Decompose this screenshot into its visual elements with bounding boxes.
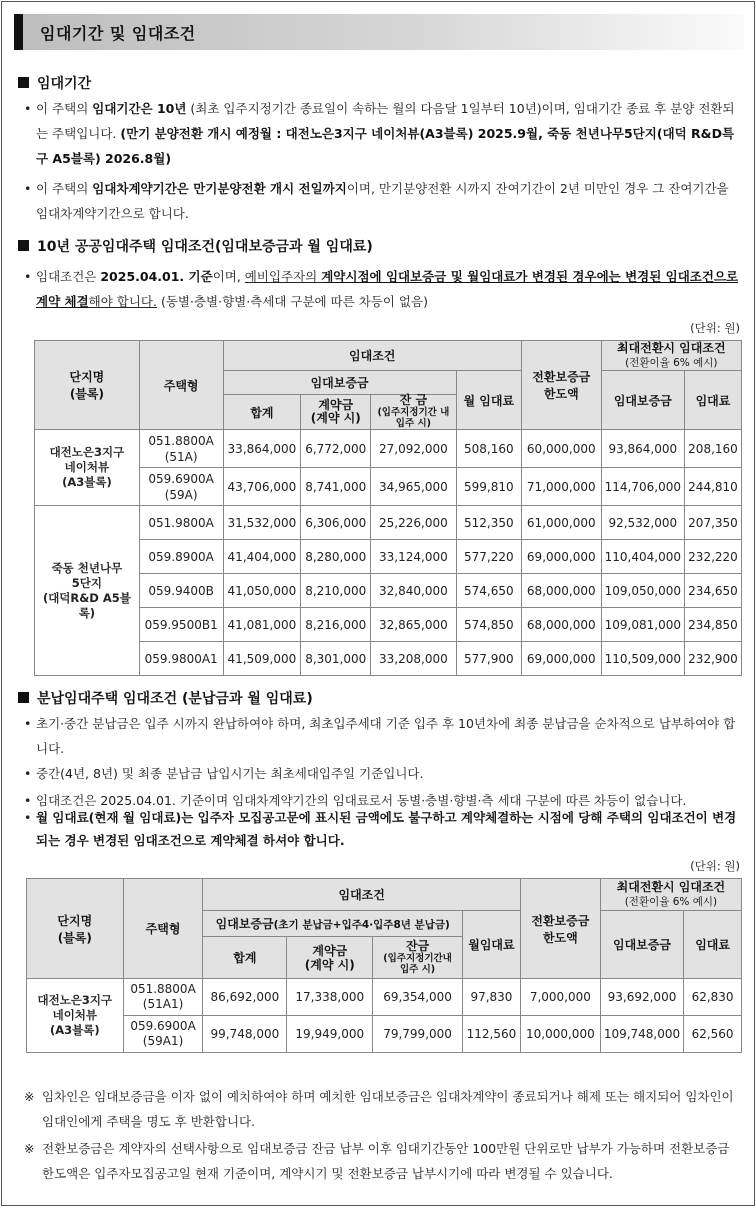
text: 단지명 [69,370,105,384]
installment-bullet-1 [24,711,740,761]
installment-rental-table [26,878,742,1053]
cell-balance: 27,092,000 [371,430,456,468]
text: (대덕R&D A5블록) [42,590,131,620]
cell-max-rent: 232,220 [684,540,741,574]
text: 네이처뷰 [64,460,110,474]
note-text: 임차인은 임대보증금을 이자 없이 예치하여야 하며 예치한 임대보증금은 임대차계약이 종료되거나 해제 또는 해지되어 임차인이 임대인에게 주택을 명도 후 반환합니다. [42,1089,734,1129]
reference-mark-icon: ※ [24,1141,35,1156]
cell-balance: 69,354,000 [373,979,463,1016]
text: (입주지정기간내 [383,952,452,964]
section-heading-lease-period [18,73,91,93]
page-title: 임대기간 및 임대조건 [40,24,196,43]
underlined-text: 해야 합니다. [88,294,157,309]
cell-balance: 33,124,000 [371,540,456,574]
header-deposit [203,911,463,937]
cell-rent: 574,850 [456,608,521,642]
underlined-text: 예비입주자의 [244,269,322,284]
text: 최대전환시 임대조건 [617,341,726,355]
cell-max-rent: 207,350 [684,506,741,540]
title-bar [14,14,744,50]
cell-conversion: 10,000,000 [520,1016,600,1053]
text: (51A) [164,449,198,464]
cell-total: 33,864,000 [223,430,301,468]
cell-type: 051.9800A [139,506,223,540]
section-heading-text: 임대기간 [37,76,92,92]
text: 이며, [212,269,245,284]
header-max-deposit: 임대보증금 [601,371,684,430]
bullet-dot-icon: • [24,793,32,808]
cell-rent: 512,350 [456,506,521,540]
header-max-conversion [600,879,741,911]
cell-balance: 32,865,000 [371,608,456,642]
text: 대전노은3지구 [37,993,113,1007]
text: (전환이율 6% 예시) [624,896,718,908]
header-type: 주택형 [123,879,203,979]
header-monthly-rent: 월 임대료 [456,371,521,430]
table-row [27,1016,742,1053]
cell-contract: 6,772,000 [301,430,371,468]
text: 051.8800A [148,433,214,448]
cell-max-rent: 244,810 [684,468,741,506]
text: (입주지정기간 내 [377,407,450,418]
cell-type: 059.9500B1 [139,608,223,642]
cell-conversion: 60,000,000 [521,430,601,468]
table-row [35,608,742,642]
table-row [35,574,742,608]
cell-max-deposit: 109,081,000 [601,608,684,642]
cell-contract: 8,280,000 [301,540,371,574]
cell-max-deposit: 93,864,000 [601,430,684,468]
reference-mark-icon: ※ [24,1089,35,1104]
header-conversion-limit [521,341,601,430]
complex-name-a3 [35,430,140,506]
header-conditions: 임대조건 [203,879,520,911]
section-heading-text: 10년 공공임대주택 임대조건(임대보증금과 월 임대료) [37,239,373,255]
header-contract [287,937,373,979]
section-heading-installment-rental [18,688,313,708]
bullet-dot-icon: • [24,101,32,116]
text: (초기 분납금+입주4·입주8년 분납금) [273,919,450,931]
bullet-text: 월 임대료(현재 월 임대료)는 입주자 모집공고문에 표시된 금액에도 불구하고 계약체결하는 시점에 당해 주택의 임대조건이 변경되는 경우 변경된 임대조건으로 계약체결 하셔야 합니다. [36,810,737,848]
text: 이 주택의 [36,181,93,196]
text: (블록) [69,387,104,401]
header-deposit: 임대보증금 [223,371,456,395]
text: (블록) [57,930,92,945]
cell-max-deposit: 114,706,000 [601,468,684,506]
bullet-dot-icon: • [24,716,32,731]
header-max-rent: 임대료 [684,911,742,979]
header-max-deposit: 임대보증금 [600,911,683,979]
header-conditions: 임대조건 [223,341,521,371]
table-row [35,468,742,506]
text: 전환보증금 [532,370,591,384]
cell-rent: 599,810 [456,468,521,506]
cell-max-rent: 62,830 [684,979,742,1016]
cell-balance: 33,208,000 [371,642,456,676]
public-rental-bullet-1 [24,264,740,314]
cell-conversion: 69,000,000 [521,540,601,574]
cell-contract: 8,301,000 [301,642,371,676]
lease-period-bullet-1 [24,96,740,171]
text: 최대전환시 임대조건 [616,880,726,894]
bold-text: 2025.04.01. 기준 [100,269,213,284]
cell-total: 41,509,000 [223,642,301,676]
cell-max-rent: 234,650 [684,574,741,608]
section-heading-text: 분납임대주택 임대조건 (분납금과 월 임대료) [37,691,313,707]
cell-total: 41,081,000 [223,608,301,642]
cell-balance: 34,965,000 [371,468,456,506]
text: 계약금 [318,398,354,412]
bullet-dot-icon: • [24,810,32,825]
cell-contract: 8,216,000 [301,608,371,642]
note-2 [24,1136,740,1186]
text: (51A1) [142,997,184,1011]
header-monthly-rent: 월임대료 [462,911,520,979]
header-complex [27,879,124,979]
bullet-text: 임대조건은 2025.04.01. 기준이며 임대차계약기간의 임대료로서 동별·층별·향별·측 세대 구분에 따른 차등이 없습니다. [36,793,687,808]
cell-balance: 25,226,000 [371,506,456,540]
cell-max-rent: 208,160 [684,430,741,468]
text: 임대조건은 [36,269,101,284]
cell-total: 41,404,000 [223,540,301,574]
cell-total: 31,532,000 [223,506,301,540]
text: 051.8800A [130,982,196,996]
text: 이며, 만기분양전환 시까지 잔여기간이 2년 미만인 경우 그 잔여기간을 임대차계약기간으로 합니다. [36,181,729,221]
table-row [35,642,742,676]
cell-max-deposit: 110,509,000 [601,642,684,676]
cell-rent: 97,830 [462,979,520,1016]
bullet-dot-icon: • [24,766,32,781]
cell-type: 059.9400B [139,574,223,608]
bold-underlined-text: 계약시점에 임대보증금 및 월임대료가 변경된 경우에는 변경된 임대조건으로 계약 체결 [36,269,739,309]
bold-text: 임대차계약기간은 만기분양전환 개시 전일까지 [92,181,347,196]
bold-text: 임대기간은 10년 [92,101,187,116]
cell-max-rent: 234,850 [684,608,741,642]
cell-max-deposit: 92,532,000 [601,506,684,540]
text: (계약 시) [310,411,361,425]
header-total: 합계 [203,937,287,979]
text: 5단지 [71,575,103,590]
complex-name-a5 [35,506,140,676]
cell-type [123,979,203,1016]
header-max-rent: 임대료 [684,371,741,430]
text: (전환이율 6% 예시) [625,357,718,369]
cell-contract: 8,741,000 [301,468,371,506]
square-bullet-icon [18,692,29,703]
header-complex [35,341,140,430]
notice-page [1,1,755,1206]
cell-conversion: 61,000,000 [521,506,601,540]
cell-rent: 574,650 [456,574,521,608]
text: 입주 시) [399,963,436,975]
cell-type: 059.8900A [139,540,223,574]
text: (A3블록) [62,475,112,489]
text: 한도액 [543,387,579,401]
square-bullet-icon [18,240,29,251]
cell-contract: 19,949,000 [287,1016,373,1053]
cell-total: 41,050,000 [223,574,301,608]
installment-bullet-4 [24,806,740,852]
cell-type [139,468,223,506]
cell-conversion: 68,000,000 [521,608,601,642]
cell-contract: 8,210,000 [301,574,371,608]
header-contract [301,395,371,430]
title-marker [14,14,23,50]
bullet-text: 중간(4년, 8년) 및 최종 분납금 납입시기는 최초세대입주일 기준입니다. [36,766,424,781]
unit-label: (단위: 원) [690,321,740,335]
table-row [35,506,742,540]
text: 계약금 [312,943,348,958]
cell-max-deposit: 110,404,000 [601,540,684,574]
text: 이 주택의 [36,101,93,116]
header-max-conversion [601,341,741,371]
cell-balance: 32,840,000 [371,574,456,608]
cell-max-deposit: 109,748,000 [600,1016,683,1053]
cell-contract: 17,338,000 [287,979,373,1016]
cell-conversion: 71,000,000 [521,468,601,506]
cell-rent: 577,900 [456,642,521,676]
cell-max-rent: 232,900 [684,642,741,676]
bullet-dot-icon: • [24,269,32,284]
text: 죽동 천년나무 [51,560,123,575]
text: (최초 입주지정기간 종료일이 속하는 월의 다음달 1일부터 10년)이며, 임대기간 종료 후 분양 전환되는 주택입니다. [36,101,735,141]
text: 임대보증금 [215,917,274,931]
lease-period-bullet-2 [24,176,740,226]
table-row [35,540,742,574]
section-heading-public-rental [18,236,373,256]
text: 네이처뷰 [52,1008,98,1022]
text: 대전노은3지구 [49,445,125,459]
cell-total: 99,748,000 [203,1016,287,1053]
text: (A3블록) [50,1023,100,1037]
table-row [35,430,742,468]
cell-contract: 6,306,000 [301,506,371,540]
cell-rent: 508,160 [456,430,521,468]
header-total: 합계 [223,395,301,430]
text: 059.6900A [130,1019,196,1033]
header-balance [371,395,456,430]
text: 한도액 [542,930,578,945]
text: (동별·층별·향별·측세대 구분에 따른 차등이 없음) [156,294,428,309]
unit-label: (단위: 원) [690,859,740,873]
cell-conversion: 68,000,000 [521,574,601,608]
cell-conversion: 69,000,000 [521,642,601,676]
complex-name-a3 [27,979,124,1053]
cell-max-rent: 62,560 [684,1016,742,1053]
text: (계약 시) [304,957,355,972]
cell-rent: 577,220 [456,540,521,574]
cell-rent: 112,560 [462,1016,520,1053]
text: 전환보증금 [531,913,590,928]
installment-bullet-2 [24,761,740,786]
text: 단지명 [57,913,93,928]
bullet-text: 초기·중간 분납금은 입주 시까지 완납하여야 하며, 최초입주세대 기준 입주 후 10년차에 최종 분납금을 순차적으로 납부하여야 합니다. [36,716,736,756]
square-bullet-icon [18,77,29,88]
cell-total: 86,692,000 [203,979,287,1016]
cell-conversion: 7,000,000 [520,979,600,1016]
bold-text: (만기 분양전환 개시 예정월 : 대전노은3지구 네이처뷰(A3블록) 2025.9월, 죽동 천년나무5단지(대덕 R&D특구 A5블록) 2026.8월) [36,126,735,166]
bullet-dot-icon: • [24,181,32,196]
text: (59A) [164,487,198,502]
text: 잔금 [405,938,430,953]
cell-max-deposit: 93,692,000 [600,979,683,1016]
header-conversion-limit [520,879,600,979]
text: 059.6900A [148,471,214,486]
cell-balance: 79,799,000 [373,1016,463,1053]
cell-max-deposit: 109,050,000 [601,574,684,608]
table-row [27,979,742,1016]
cell-total: 43,706,000 [223,468,301,506]
text: 입주 시) [395,418,431,429]
text: (59A1) [142,1034,184,1048]
text: 잔 금 [399,393,428,407]
note-text: 전환보증금은 계약자의 선택사항으로 임대보증금 잔금 납부 이후 임대기간동안 100만원 단위로만 납부가 가능하며 전환보증금 한도액은 입주자모집공고일 현재 기준이며, 계약시기 및 전환보증금 납부시기에 따라 변경될 수 있습니다. [42,1141,730,1181]
header-type: 주택형 [139,341,223,430]
cell-type: 059.9800A1 [139,642,223,676]
cell-type [139,430,223,468]
cell-type [123,1016,203,1053]
public-rental-table [34,340,742,676]
header-balance [373,937,463,979]
note-1 [24,1084,740,1134]
